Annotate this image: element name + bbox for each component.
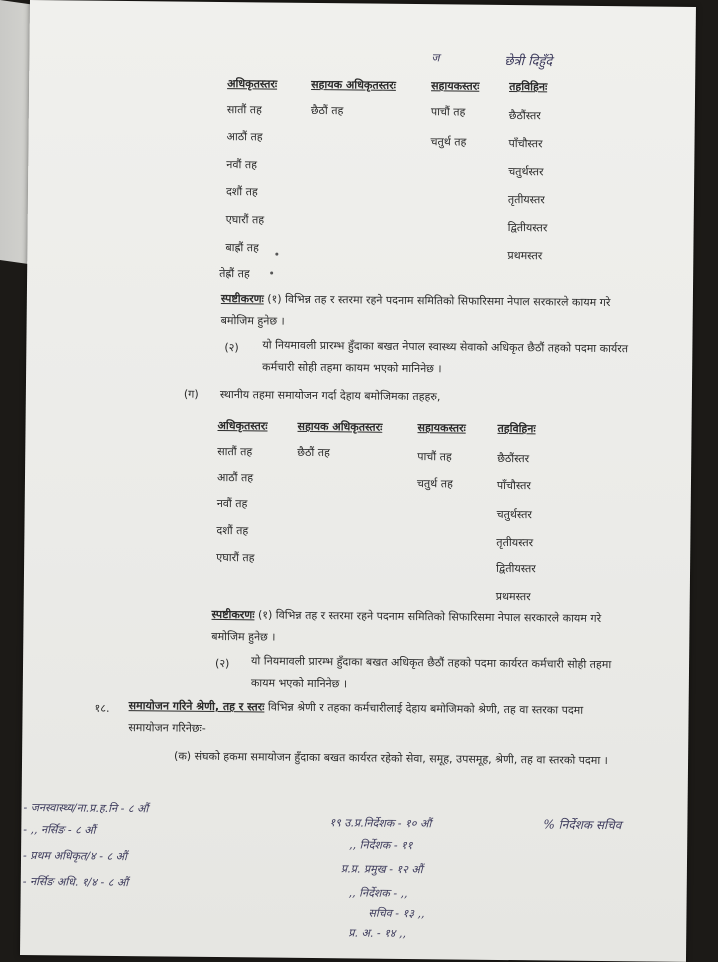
clarification-label: स्पष्टीकरणः	[220, 292, 264, 306]
handwritten-line: - प्रथम अधिकृत/४ - ८ औं	[22, 848, 128, 864]
table-2-cell: पाँचौस्तर	[496, 478, 531, 493]
clarification-num: (२)	[224, 341, 239, 355]
table-2-cell: तृतीयस्तर	[496, 535, 534, 550]
clarification-text: (१) विभिन्न तह र स्तरमा रहने पदनाम समितिको सिफारिसमा नेपाल सरकारले कायम गरे बमोजिम हुनेछ ।	[211, 608, 602, 644]
handwritten-line: ,, निर्देशक - ,,	[348, 886, 408, 901]
table-2-cell: दशौं तह	[216, 523, 249, 538]
section-18-body	[128, 695, 618, 744]
handwritten-note: छेत्री दिहुँदे	[504, 53, 553, 70]
table-1-cell: पाचौं तह	[430, 105, 466, 119]
section-18-heading: समायोजन गरिने श्रेणी, तह र स्तरः	[128, 699, 265, 714]
table-2-cell: नवौं तह	[216, 496, 248, 511]
dot-mark	[270, 272, 273, 275]
clarification-1-p1	[221, 288, 631, 336]
table-2-cell: प्रथमस्तर	[495, 589, 531, 604]
table-1-cell: दशौं तह	[225, 185, 258, 199]
section-ga-number: (ग)	[183, 387, 199, 401]
table-1-cell: चतुर्थस्तर	[508, 165, 544, 179]
handwritten-line: - नर्सिङ अधि. १/४ - ८ औं	[22, 874, 129, 890]
handwritten-line: ,, निर्देशक - ११	[349, 838, 413, 853]
handwritten-line: प्र. अ. - १४ ,,	[348, 926, 407, 940]
table-2-cell: चतुर्थ तह	[416, 477, 453, 491]
section-ga-text: स्थानीय तहमा समायोजन गर्दा देहाय बमोजिमका तहहरु,	[219, 388, 441, 404]
table-2-header-officer: अधिकृतस्तरः	[217, 418, 268, 433]
table-1-cell: एघारौं तह	[225, 213, 265, 227]
table-1-cell: प्रथमस्तर	[507, 249, 543, 263]
clarification-2-p1	[211, 604, 621, 652]
handwritten-line: सचिव - १३ ,,	[368, 906, 425, 921]
table-2-header-asst-officer: सहायक अधिकृतस्तरः	[297, 419, 383, 434]
clarification-2-p2: यो नियमावली प्रारम्भ हुँदाका बखत अधिकृत छैठौं तहको पदमा कार्यरत कर्मचारी सोही तहमा कायम भएको मानिनेछ ।	[250, 654, 612, 691]
table-2-cell: चतुर्थस्तर	[496, 507, 533, 522]
clarification-label: स्पष्टीकरणः	[211, 607, 255, 622]
table-1-cell: द्वितीयस्तर	[507, 221, 548, 235]
table-1-cell: चतुर्थ तह	[430, 135, 467, 149]
table-2-cell: पाचौं तह	[417, 450, 452, 464]
table-1-header-assistant: सहायकस्तरः	[431, 79, 480, 93]
section-18-number: १८.	[94, 701, 110, 715]
table-1-header-officer: अधिकृतस्तरः	[227, 77, 278, 91]
table-2-cell: द्वितीयस्तर	[496, 561, 536, 576]
clarification-1-p2: यो नियमावली प्रारम्भ हुँदाका बखत नेपाल स्वास्थ्य सेवाको अधिकृत छैठौं तहको पदमा कार्यरत कर्मचारी सोही तहमा कायम भएको मानिनेछ ।	[262, 338, 629, 376]
table-1-cell: छैठौं तह	[310, 103, 344, 118]
table-2-header-assistant: सहायकस्तरः	[417, 421, 466, 435]
table-1-cell: आठौं तह	[226, 130, 263, 144]
handwritten-line: - ,, नर्सिङ - ८ औं	[23, 822, 96, 837]
table-2-header-levelless: तहविहिनः	[497, 421, 536, 436]
table-1-cell: तेह्रौं तह	[219, 266, 250, 281]
table-1-header-asst-officer: सहायक अधिकृतस्तरः	[311, 77, 396, 92]
table-2-cell: एघारौं तह	[216, 550, 255, 565]
handwritten-line: - जनस्वास्थ्य/ना.प्र.ह.नि - ८ औं	[23, 800, 149, 816]
document-page	[20, 0, 696, 962]
table-1-cell: बाह्रौं तह	[225, 241, 259, 255]
table-2-cell: छैठौंस्तर	[497, 451, 530, 466]
clarification-text: (१) विभिन्न तह र स्तरमा रहने पदनाम समितिको सिफारिसमा नेपाल सरकारले कायम गरे बमोजिम हुनेछ ।	[220, 292, 611, 328]
table-1-cell: नवौं तह	[226, 158, 258, 172]
table-1-cell: छैठौंस्तर	[508, 109, 541, 123]
handwritten-line: प्र.प्र. प्रमुख - १२ औं	[340, 862, 423, 877]
section-18-text: विभिन्न श्रेणी र तहका कर्मचारीलाई देहाय बमोजिमको श्रेणी, तह वा स्तरका पदमा समायोजन गरिनेछः-	[128, 700, 584, 735]
table-1-cell: तृतीयस्तर	[507, 193, 545, 207]
dot-mark	[275, 253, 278, 256]
handwritten-margin-note: % निर्देशक सचिव	[543, 817, 622, 833]
table-1-cell: पाँचौस्तर	[508, 137, 543, 151]
handwritten-line: १९ उ.प्र.निर्देशक - १० औं	[329, 816, 432, 831]
table-2-cell: आठौं तह	[216, 470, 254, 485]
clarification-num: (२)	[214, 656, 230, 671]
table-2-cell: सातौं तह	[217, 444, 253, 459]
table-2-cell: छैठौं तह	[297, 445, 330, 460]
table-1-header-levelless: तहविहिनः	[509, 80, 548, 94]
handwritten-mark: ज	[431, 51, 440, 65]
table-1-cell: सातौं तह	[226, 103, 262, 117]
section-18-ka: (क) संघको हकमा समायोजन हुँदाका बखत कार्यरत रहेको सेवा, समूह, उपसमूह, श्रेणी, तह वा स्तरको पदमा ।	[174, 749, 608, 768]
